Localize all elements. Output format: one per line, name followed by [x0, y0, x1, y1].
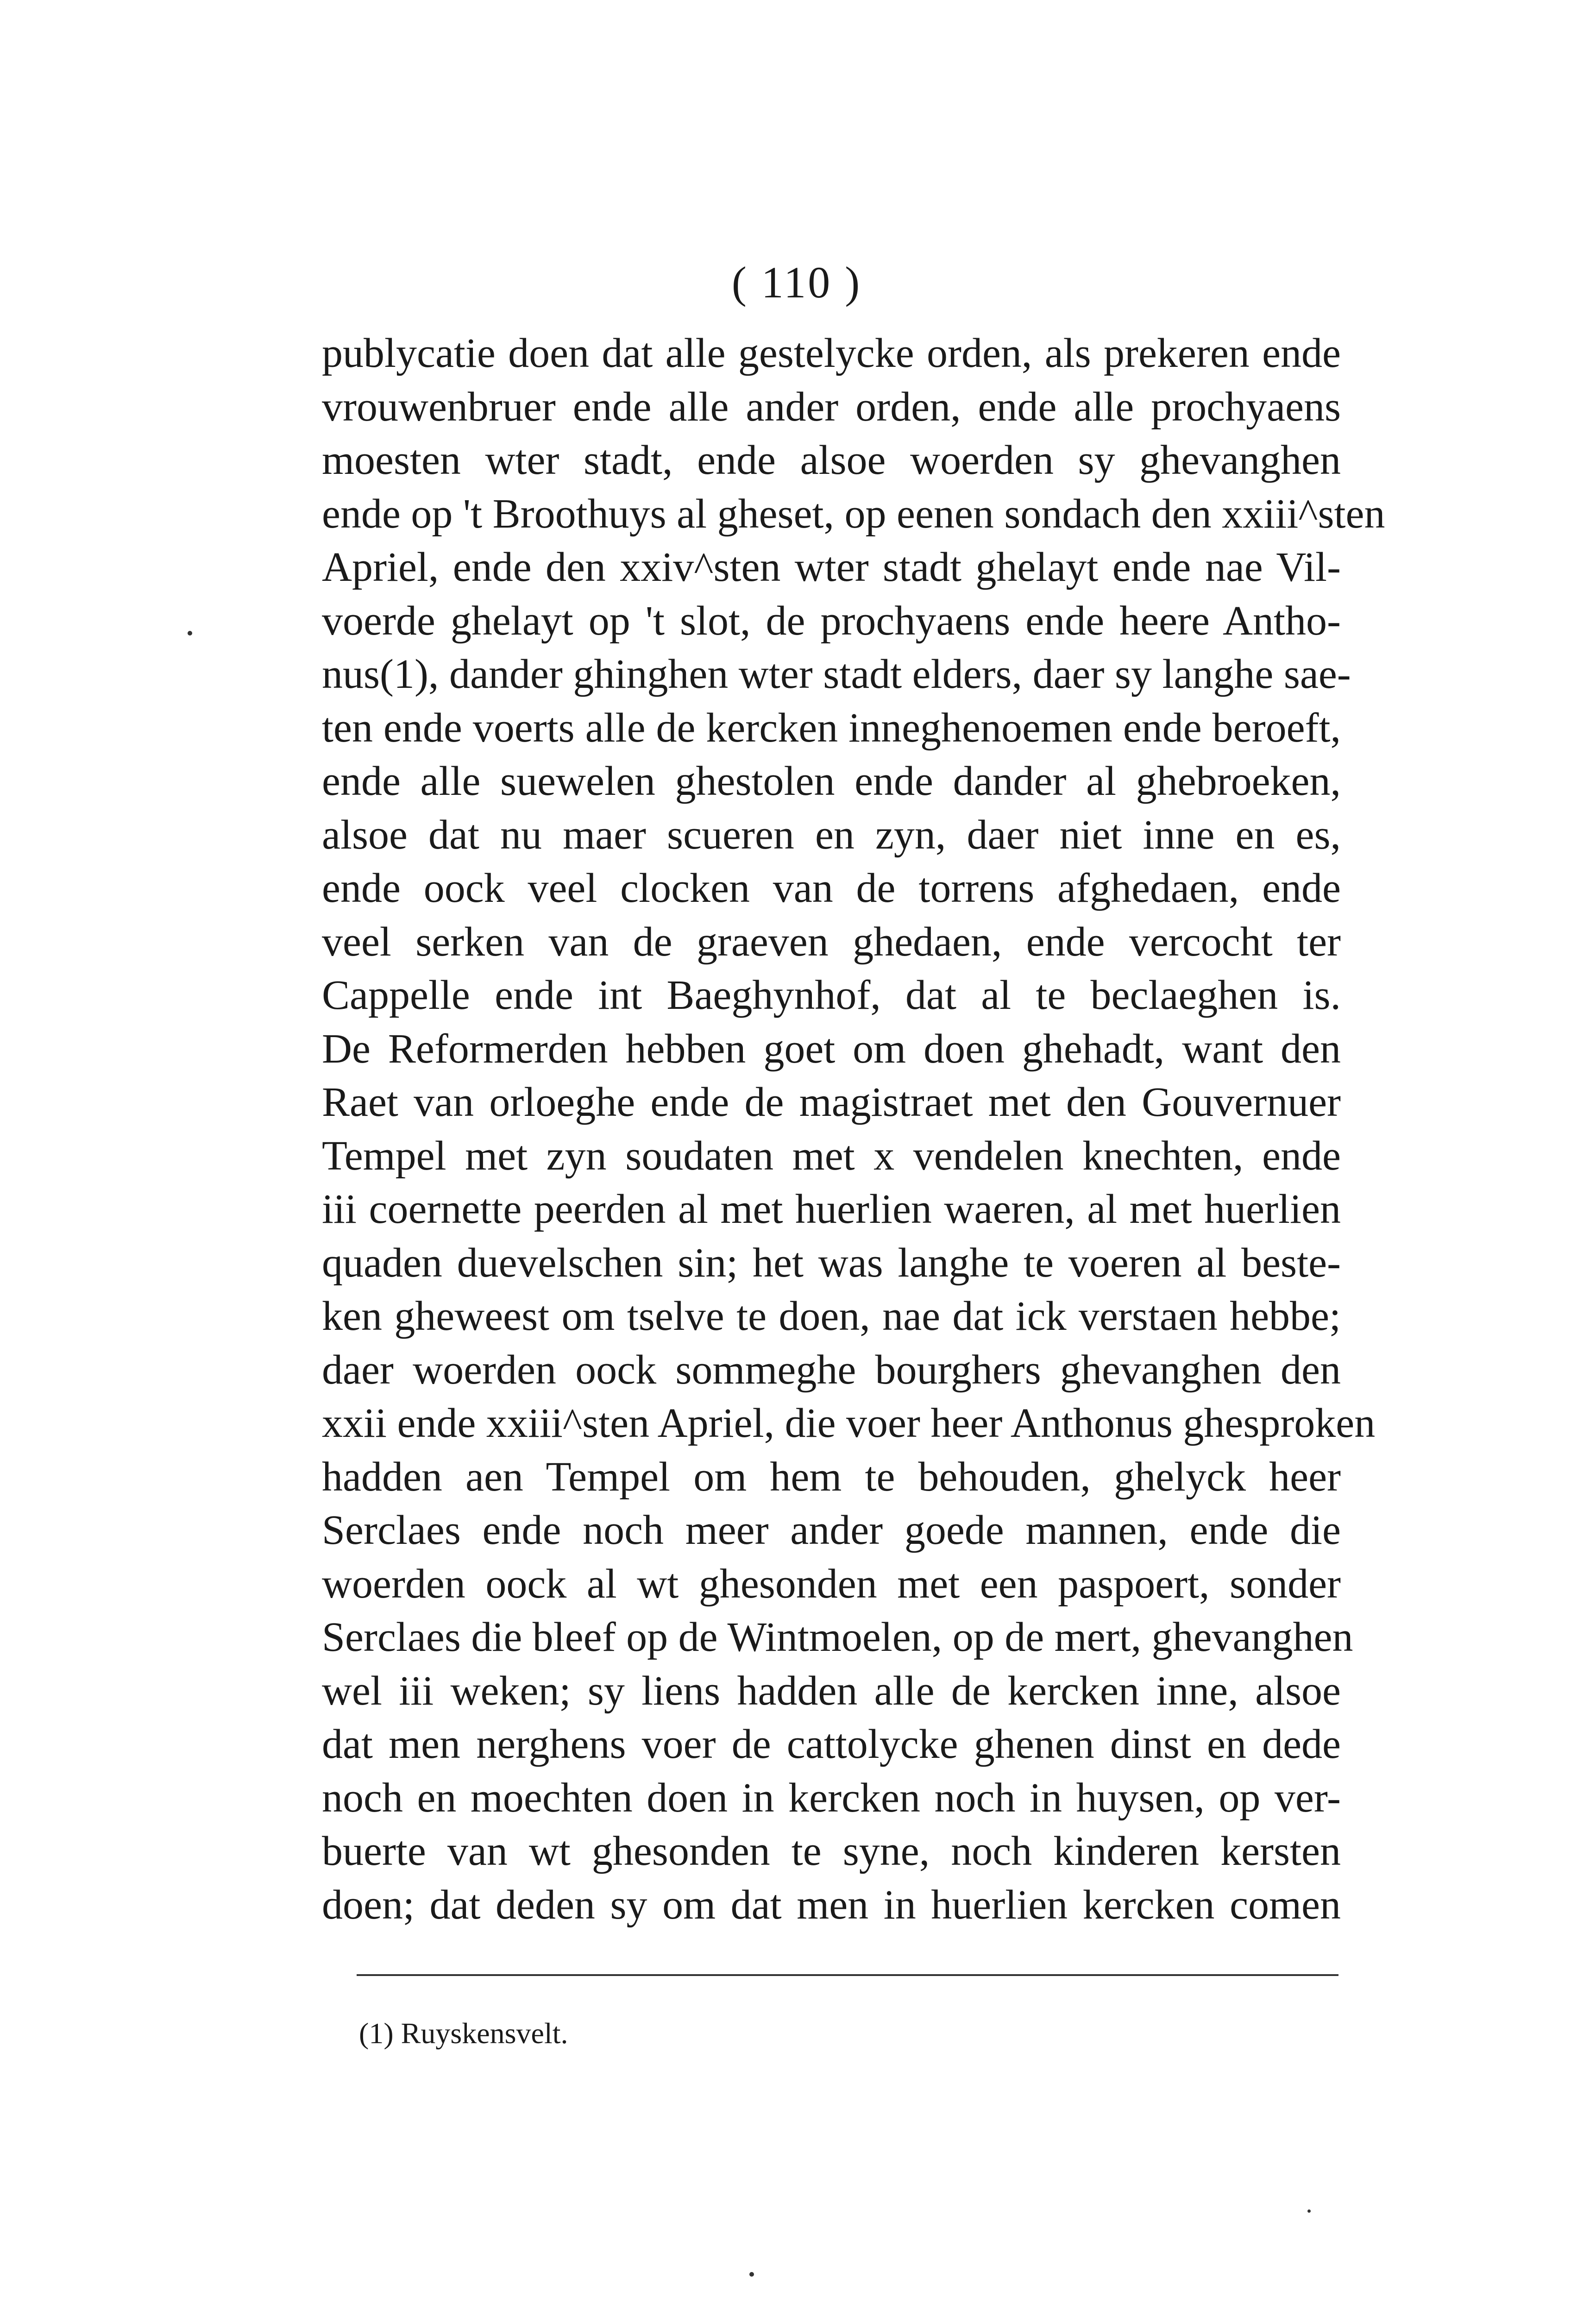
- text-line: ken gheweest om tselve te doen, nae dat ick verstaen hebbe;: [322, 1293, 1341, 1339]
- text-line: hadden aen Tempel om hem te behouden, ghelyck heer: [322, 1454, 1341, 1500]
- text-line: voerde ghelayt op 't slot, de prochyaens ende heere Antho-: [322, 598, 1341, 644]
- text-line: ende oock veel clocken van de torrens afghedaen, ende: [322, 865, 1341, 911]
- text-line: daer woerden oock sommeghe bourghers ghevanghen den: [322, 1347, 1341, 1393]
- text-line: woerden oock al wt ghesonden met een paspoert, sonder: [322, 1561, 1341, 1607]
- text-line: noch en moechten doen in kercken noch in huysen, op ver-: [322, 1775, 1341, 1821]
- text-line: Cappelle ende int Baeghynhof, dat al te beclaeghen is.: [322, 972, 1341, 1018]
- footnote: (1) Ruyskensvelt.: [359, 2017, 568, 2050]
- text-line: De Reformerden hebben goet om doen ghehadt, want den: [322, 1026, 1341, 1072]
- text-line: ende alle suewelen ghestolen ende dander al ghebroeken,: [322, 758, 1341, 804]
- text-line: buerte van wt ghesonden te syne, noch kinderen kersten: [322, 1828, 1341, 1874]
- body-text: [322, 327, 1385, 1932]
- page-speck: [1307, 2209, 1311, 2213]
- text-line: vrouwenbruer ende alle ander orden, ende alle prochyaens: [322, 384, 1341, 430]
- text-line: dat men nerghens voer de cattolycke ghenen dinst en dede: [322, 1721, 1341, 1767]
- text-line: publycatie doen dat alle gestelycke orden, als prekeren ende: [322, 330, 1341, 376]
- page-speck: [188, 631, 192, 636]
- text-line: doen; dat deden sy om dat men in huerlien kercken comen: [322, 1882, 1341, 1928]
- text-line: moesten wter stadt, ende alsoe woerden sy ghevanghen: [322, 437, 1341, 483]
- text-line: xxii ende xxiii^sten Apriel, die voer heer Anthonus ghesproken: [322, 1400, 1376, 1446]
- text-line: Serclaes die bleef op de Wintmoelen, op de mert, ghevanghen: [322, 1614, 1353, 1660]
- text-line: Serclaes ende noch meer ander goede mannen, ende die: [322, 1507, 1341, 1553]
- text-line: veel serken van de graeven ghedaen, ende vercocht ter: [322, 919, 1341, 965]
- text-line: nus(1), dander ghinghen wter stadt elders, daer sy langhe sae-: [322, 651, 1351, 697]
- text-line: Apriel, ende den xxiv^sten wter stadt ghelayt ende nae Vil-: [322, 544, 1341, 590]
- text-line: ten ende voerts alle de kercken inneghenoemen ende beroeft,: [322, 705, 1341, 751]
- text-line: Tempel met zyn soudaten met x vendelen knechten, ende: [322, 1133, 1341, 1179]
- text-line: ende op 't Broothuys al gheset, op eenen sondach den xxiii^sten: [322, 491, 1385, 537]
- text-line: quaden duevelschen sin; het was langhe te voeren al beste-: [322, 1240, 1341, 1286]
- text-line: Raet van orloeghe ende de magistraet met den Gouvernuer: [322, 1079, 1341, 1125]
- text-line: iii coernette peerden al met huerlien waeren, al met huerlien: [322, 1186, 1341, 1232]
- text-line: wel iii weken; sy liens hadden alle de kercken inne, alsoe: [322, 1668, 1341, 1714]
- page-speck: [749, 2272, 754, 2277]
- footnote-divider: [357, 1974, 1338, 1976]
- page-number: ( 110 ): [731, 258, 862, 307]
- text-line: alsoe dat nu maer scueren en zyn, daer niet inne en es,: [322, 812, 1341, 858]
